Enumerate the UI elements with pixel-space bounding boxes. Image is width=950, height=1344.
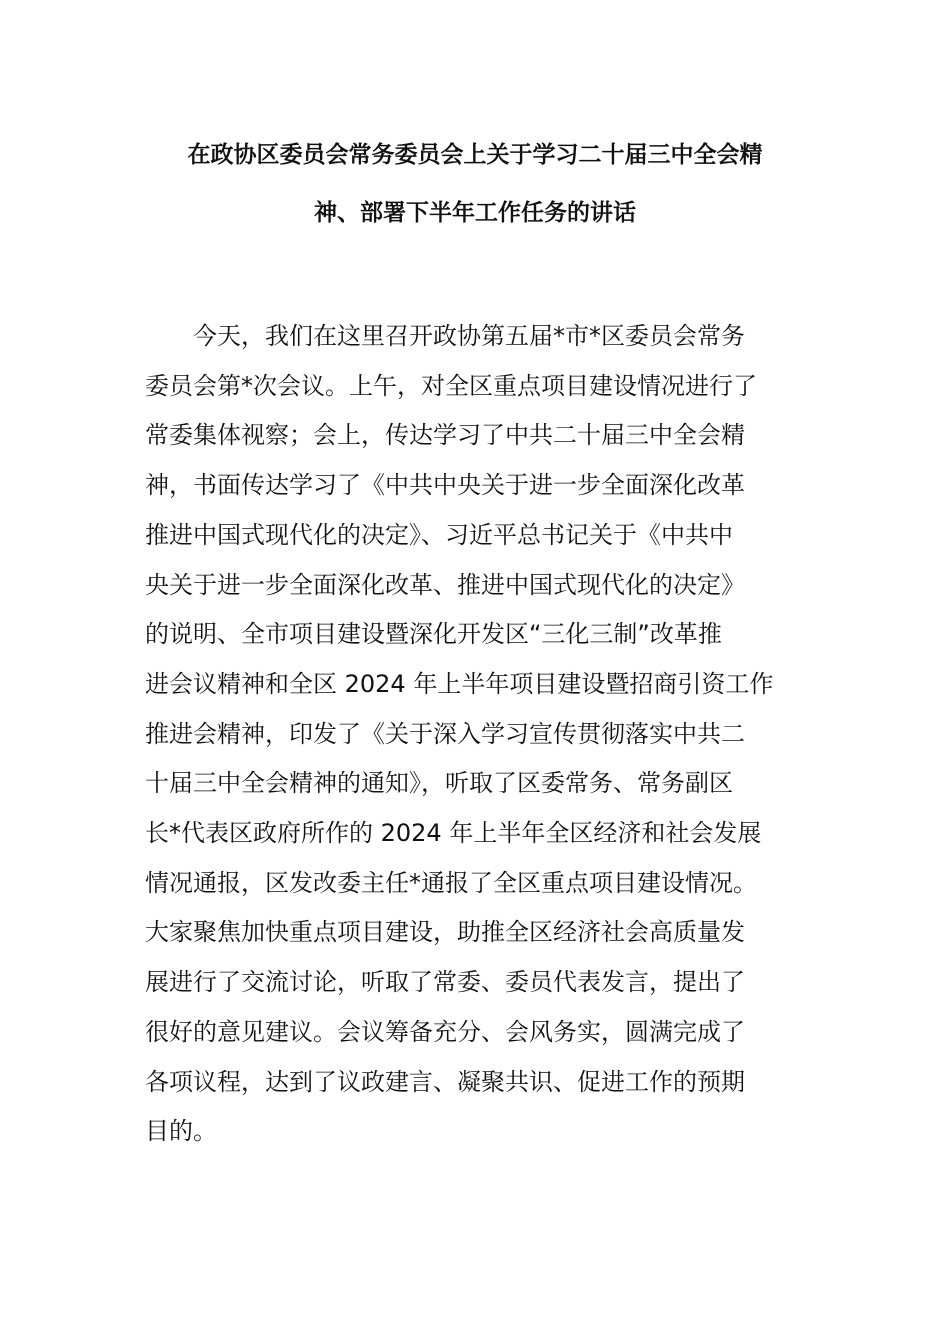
paragraph-line: 很好的意见建议。会议筹备充分、会风务实，圆满完成了	[145, 1017, 745, 1046]
paragraph-line: 长*代表区政府所作的 2024 年上半年全区经济和社会发展	[145, 819, 762, 848]
paragraph-line: 的说明、全市项目建设暨深化开发区“三化三制”改革推	[145, 620, 722, 649]
paragraph-line: 神，书面传达学习了《中共中央关于进一步全面深化改革	[145, 471, 745, 500]
document-title	[140, 126, 810, 242]
title-line-1: 在政协区委员会常务委员会上关于学习二十届三中全会精	[187, 142, 763, 168]
paragraph-line: 展进行了交流讨论，听取了常委、委员代表发言，提出了	[145, 968, 745, 997]
paragraph-line: 大家聚焦加快重点项目建设，助推全区经济社会高质量发	[145, 918, 745, 947]
paragraph-line: 目的。	[145, 1117, 217, 1146]
title-line-2: 神、部署下半年工作任务的讲话	[314, 200, 636, 226]
paragraph-line: 常委集体视察；会上，传达学习了中共二十届三中全会精	[145, 421, 745, 450]
paragraph-line: 十届三中全会精神的通知》，听取了区委常务、常务副区	[145, 769, 733, 798]
paragraph-line: 今天，我们在这里召开政协第五届*市*区委员会常务	[193, 322, 745, 350]
paragraph-line: 委员会第*次会议。上午，对全区重点项目建设情况进行了	[145, 371, 757, 400]
body-paragraph	[145, 312, 825, 1157]
paragraph-line: 央关于进一步全面深化改革、推进中国式现代化的决定》	[145, 570, 745, 599]
paragraph-line: 各项议程，达到了议政建言、凝聚共识、促进工作的预期	[145, 1067, 745, 1096]
paragraph-line: 推进会精神，印发了《关于深入学习宣传贯彻落实中共二	[145, 719, 745, 748]
paragraph-line: 推进中国式现代化的决定》、习近平总书记关于《中共中	[145, 520, 733, 549]
paragraph-line: 进会议精神和全区 2024 年上半年项目建设暨招商引资工作	[145, 669, 774, 698]
paragraph-line: 情况通报，区发改委主任*通报了全区重点项目建设情况。	[145, 868, 757, 897]
